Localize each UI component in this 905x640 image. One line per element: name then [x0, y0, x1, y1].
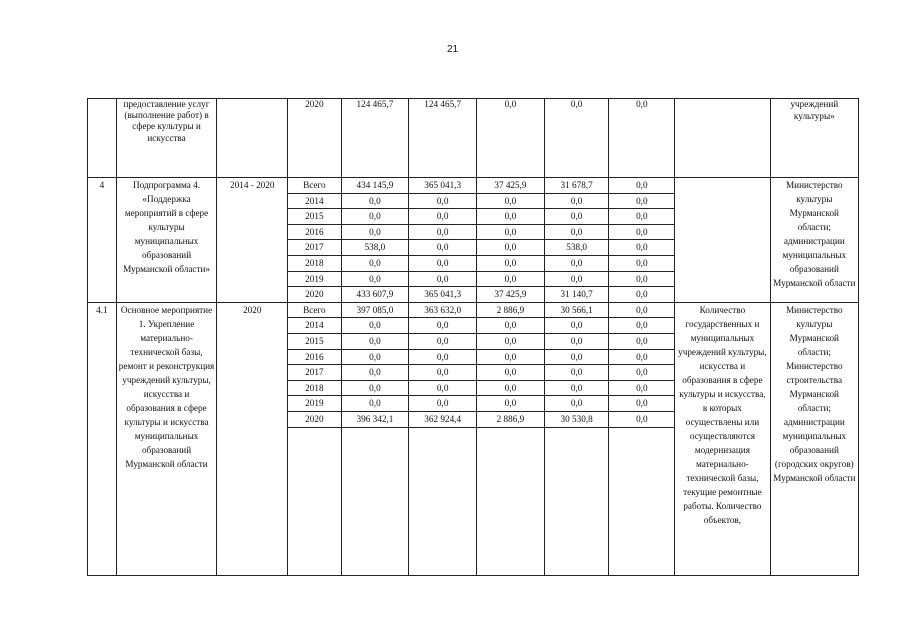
value-cell: 362 924,4 — [409, 411, 477, 427]
value-cell: 0,0 — [477, 396, 545, 412]
value-cell: 0,0 — [341, 318, 409, 334]
value-cell: 0,0 — [477, 224, 545, 240]
year-cell: 2020 — [288, 287, 341, 303]
value-cell: 0,0 — [409, 365, 477, 381]
indicator-cell — [675, 99, 770, 178]
year-cell: 2016 — [288, 349, 341, 365]
indicator-cell: Количество государственных и муниципальных учреждений культуры, искусства и образования в сфере культуры и искусства, в которых осуществлены или осуществляются модернизация материально-технической базы, текущие ремонтные работы. Количество объектов, — [675, 302, 770, 575]
table-row — [88, 302, 859, 318]
value-cell: 0,0 — [609, 193, 675, 209]
executor-cell: Министерство культуры Мурманской области; администрации муниципальных образований Мурманской области — [770, 178, 858, 303]
year-cell: Всего — [288, 302, 341, 318]
value-cell: 0,0 — [341, 193, 409, 209]
row-number-cell: 4 — [88, 178, 117, 303]
value-cell: 0,0 — [544, 271, 609, 287]
period-cell: 2020 — [217, 302, 288, 575]
value-cell: 0,0 — [477, 193, 545, 209]
value-cell: 30 530,8 — [544, 411, 609, 427]
value-cell: 0,0 — [477, 240, 545, 256]
year-cell: 2015 — [288, 333, 341, 349]
year-cell: 2014 — [288, 193, 341, 209]
year-cell — [288, 427, 341, 575]
value-cell: 0,0 — [609, 411, 675, 427]
value-cell: 0,0 — [341, 349, 409, 365]
year-cell: 2019 — [288, 396, 341, 412]
value-cell: 0,0 — [609, 333, 675, 349]
value-cell: 0,0 — [609, 99, 675, 178]
table-row-continuation — [88, 99, 859, 178]
value-cell: 0,0 — [544, 333, 609, 349]
year-cell: 2015 — [288, 209, 341, 225]
value-cell: 0,0 — [409, 240, 477, 256]
value-cell: 0,0 — [409, 318, 477, 334]
value-cell: 0,0 — [477, 333, 545, 349]
year-cell: 2018 — [288, 255, 341, 271]
value-cell: 0,0 — [544, 193, 609, 209]
table-row — [88, 178, 859, 194]
value-cell: 31 140,7 — [544, 287, 609, 303]
value-cell: 0,0 — [609, 318, 675, 334]
value-cell: 0,0 — [544, 396, 609, 412]
value-cell: 2 886,9 — [477, 302, 545, 318]
value-cell: 0,0 — [477, 255, 545, 271]
value-cell: 2 886,9 — [477, 411, 545, 427]
value-cell — [544, 427, 609, 575]
value-cell: 0,0 — [544, 318, 609, 334]
value-cell: 0,0 — [609, 287, 675, 303]
value-cell: 434 145,9 — [341, 178, 409, 194]
value-cell: 0,0 — [609, 302, 675, 318]
value-cell: 363 632,0 — [409, 302, 477, 318]
value-cell: 0,0 — [341, 255, 409, 271]
value-cell: 30 566,1 — [544, 302, 609, 318]
program-table — [87, 98, 859, 576]
value-cell: 0,0 — [477, 209, 545, 225]
value-cell: 0,0 — [609, 224, 675, 240]
value-cell: 0,0 — [609, 240, 675, 256]
table-body — [88, 99, 859, 576]
value-cell: 0,0 — [409, 224, 477, 240]
value-cell: 0,0 — [477, 271, 545, 287]
value-cell: 0,0 — [609, 365, 675, 381]
value-cell: 0,0 — [544, 209, 609, 225]
value-cell: 0,0 — [341, 271, 409, 287]
value-cell: 0,0 — [477, 318, 545, 334]
value-cell: 0,0 — [409, 209, 477, 225]
executor-cell: учреждений культуры» — [770, 99, 858, 178]
period-cell — [217, 99, 288, 178]
year-cell: 2014 — [288, 318, 341, 334]
value-cell: 124 465,7 — [409, 99, 477, 178]
value-cell — [609, 427, 675, 575]
value-cell: 0,0 — [544, 380, 609, 396]
value-cell — [477, 427, 545, 575]
value-cell: 0,0 — [477, 380, 545, 396]
value-cell: 0,0 — [544, 255, 609, 271]
value-cell: 0,0 — [544, 99, 609, 178]
executor-cell: Министерство культуры Мурманской области; Министерство строительства Мурманской области; администрации муниципальных образований (городских округов) Мурманской области — [770, 302, 858, 575]
value-cell: 0,0 — [544, 224, 609, 240]
row-number-cell — [88, 99, 117, 178]
value-cell: 538,0 — [341, 240, 409, 256]
value-cell: 0,0 — [409, 380, 477, 396]
value-cell — [341, 427, 409, 575]
event-name-cell: Основное мероприятие 1. Укрепление материально-технической базы, ремонт и реконструкция учреждений культуры, искусства и образования в сфере культуры и искусства муниципальных образований Мурманской области — [116, 302, 217, 575]
value-cell: 0,0 — [409, 271, 477, 287]
value-cell: 0,0 — [341, 209, 409, 225]
page-number: 21 — [446, 44, 459, 55]
year-cell: 2019 — [288, 271, 341, 287]
value-cell: 0,0 — [609, 271, 675, 287]
year-cell: Всего — [288, 178, 341, 194]
value-cell: 0,0 — [477, 349, 545, 365]
value-cell: 0,0 — [609, 209, 675, 225]
value-cell: 365 041,3 — [409, 178, 477, 194]
year-cell: 2020 — [288, 411, 341, 427]
value-cell: 0,0 — [609, 396, 675, 412]
value-cell: 0,0 — [409, 255, 477, 271]
period-cell: 2014 - 2020 — [217, 178, 288, 303]
event-name-cell: Подпрограмма 4. «Поддержка мероприятий в сфере культуры муниципальных образований Мурманской области» — [116, 178, 217, 303]
value-cell: 124 465,7 — [341, 99, 409, 178]
value-cell: 396 342,1 — [341, 411, 409, 427]
year-cell: 2017 — [288, 365, 341, 381]
year-cell: 2018 — [288, 380, 341, 396]
value-cell: 0,0 — [609, 380, 675, 396]
value-cell: 0,0 — [477, 99, 545, 178]
year-cell: 2017 — [288, 240, 341, 256]
value-cell: 0,0 — [409, 333, 477, 349]
value-cell: 0,0 — [409, 396, 477, 412]
row-number-cell: 4.1 — [88, 302, 117, 575]
value-cell: 0,0 — [544, 349, 609, 365]
value-cell: 0,0 — [609, 255, 675, 271]
value-cell: 0,0 — [341, 365, 409, 381]
value-cell: 0,0 — [341, 333, 409, 349]
value-cell: 538,0 — [544, 240, 609, 256]
value-cell: 0,0 — [341, 224, 409, 240]
year-cell: 2020 — [288, 99, 341, 178]
value-cell: 365 041,3 — [409, 287, 477, 303]
value-cell — [409, 427, 477, 575]
value-cell: 31 678,7 — [544, 178, 609, 194]
value-cell: 0,0 — [409, 193, 477, 209]
value-cell: 0,0 — [341, 396, 409, 412]
indicator-cell — [675, 178, 770, 303]
value-cell: 0,0 — [544, 365, 609, 381]
event-name-cell: предоставление услуг (выполнение работ) в сфере культуры и искусства — [116, 99, 217, 178]
value-cell: 37 425,9 — [477, 178, 545, 194]
value-cell: 0,0 — [609, 178, 675, 194]
year-cell: 2016 — [288, 224, 341, 240]
value-cell: 0,0 — [609, 349, 675, 365]
value-cell: 0,0 — [477, 365, 545, 381]
value-cell: 0,0 — [409, 349, 477, 365]
value-cell: 397 085,0 — [341, 302, 409, 318]
value-cell: 37 425,9 — [477, 287, 545, 303]
value-cell: 0,0 — [341, 380, 409, 396]
value-cell: 433 607,9 — [341, 287, 409, 303]
